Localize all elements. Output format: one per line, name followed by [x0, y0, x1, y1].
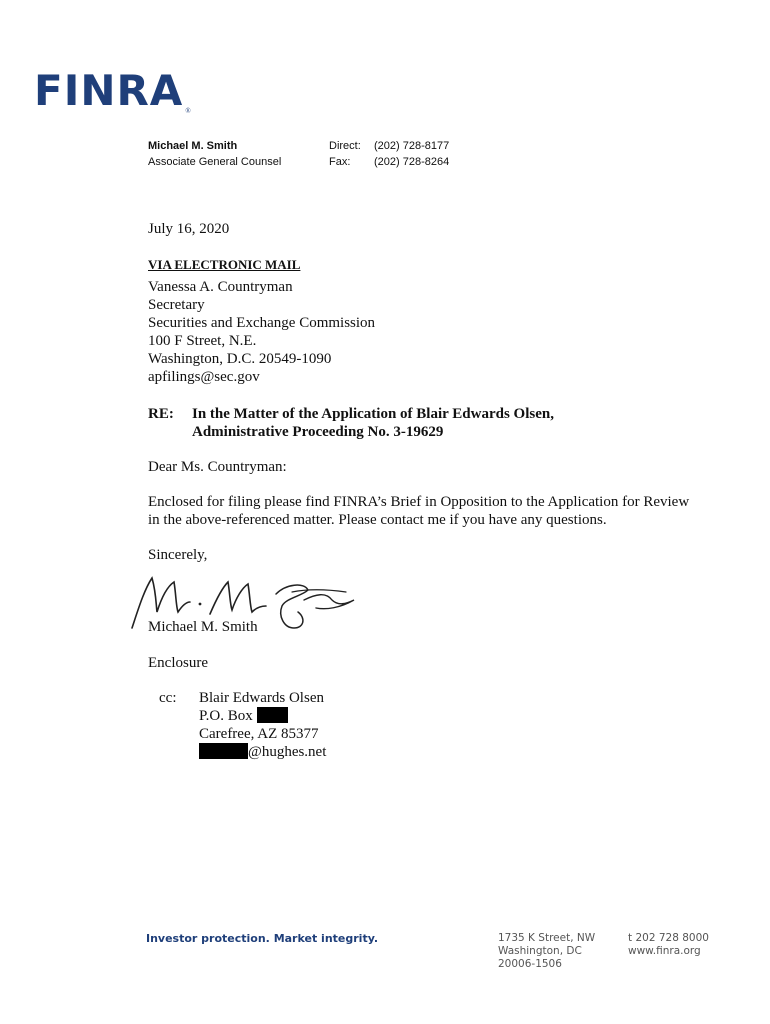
subject-text: [192, 405, 672, 441]
redaction-box: [199, 743, 248, 759]
letter-date: July 16, 2020: [148, 221, 230, 237]
sender-title: Associate General Counsel: [148, 156, 282, 168]
sender-name: Michael M. Smith: [148, 140, 238, 152]
recipient-email: apfilings@sec.gov: [148, 369, 260, 385]
footer-address: [498, 932, 595, 971]
recipient-name: Vanessa A. Countryman: [148, 279, 293, 295]
footer-contact: [628, 932, 709, 958]
subject-line-1: In the Matter of the Application of Blair Edwards Olsen,: [192, 406, 554, 422]
sender-block: [148, 138, 281, 170]
cc-email-row: [199, 743, 326, 761]
fax-row: [329, 154, 449, 170]
letter-body: [148, 493, 708, 529]
signer-name: Michael M. Smith: [148, 619, 258, 635]
recipient-address: [148, 278, 375, 386]
cc-name: Blair Edwards Olsen: [199, 690, 324, 706]
cc-label: cc:: [159, 690, 177, 706]
redaction-box: [257, 707, 288, 723]
body-line-2: in the above-referenced matter. Please contact me if you have any questions.: [148, 512, 607, 528]
footer-phone: t 202 728 8000: [628, 932, 709, 944]
footer-website[interactable]: www.finra.org: [628, 945, 701, 957]
cc-po-box: P.O. Box: [199, 708, 253, 724]
closing: Sincerely,: [148, 547, 208, 563]
finra-logo: [34, 66, 191, 115]
recipient-street: 100 F Street, N.E.: [148, 333, 257, 349]
footer-zip: 20006-1506: [498, 958, 562, 970]
delivery-method: VIA ELECTRONIC MAIL: [148, 257, 301, 272]
footer-street: 1735 K Street, NW: [498, 932, 596, 944]
logo-text: FINRA: [34, 66, 184, 115]
direct-label: Direct:: [329, 140, 361, 152]
fax-label: Fax:: [329, 156, 351, 168]
footer-tagline: Investor protection. Market integrity.: [146, 932, 379, 945]
recipient-title: Secretary: [148, 297, 205, 313]
direct-row: [329, 138, 449, 154]
direct-number: (202) 728-8177: [374, 140, 450, 152]
body-line-1: Enclosed for filing please find FINRA’s Brief in Opposition to the Application for Review: [148, 494, 690, 510]
enclosure-note: Enclosure: [148, 655, 208, 671]
fax-number: (202) 728-8264: [374, 156, 450, 168]
recipient-org: Securities and Exchange Commission: [148, 315, 376, 331]
salutation: Dear Ms. Countryman:: [148, 459, 287, 475]
cc-city: Carefree, AZ 85377: [199, 726, 319, 742]
subject-line-2: Administrative Proceeding No. 3-19629: [192, 424, 444, 440]
cc-po-box-row: [199, 707, 326, 725]
cc-email-domain: @hughes.net: [248, 744, 327, 760]
contact-block: [329, 138, 449, 170]
cc-recipient: [199, 689, 326, 761]
re-label: RE:: [148, 406, 174, 422]
recipient-city: Washington, D.C. 20549-1090: [148, 351, 332, 367]
footer-city: Washington, DC: [498, 945, 582, 957]
registered-mark: ®: [185, 107, 191, 115]
